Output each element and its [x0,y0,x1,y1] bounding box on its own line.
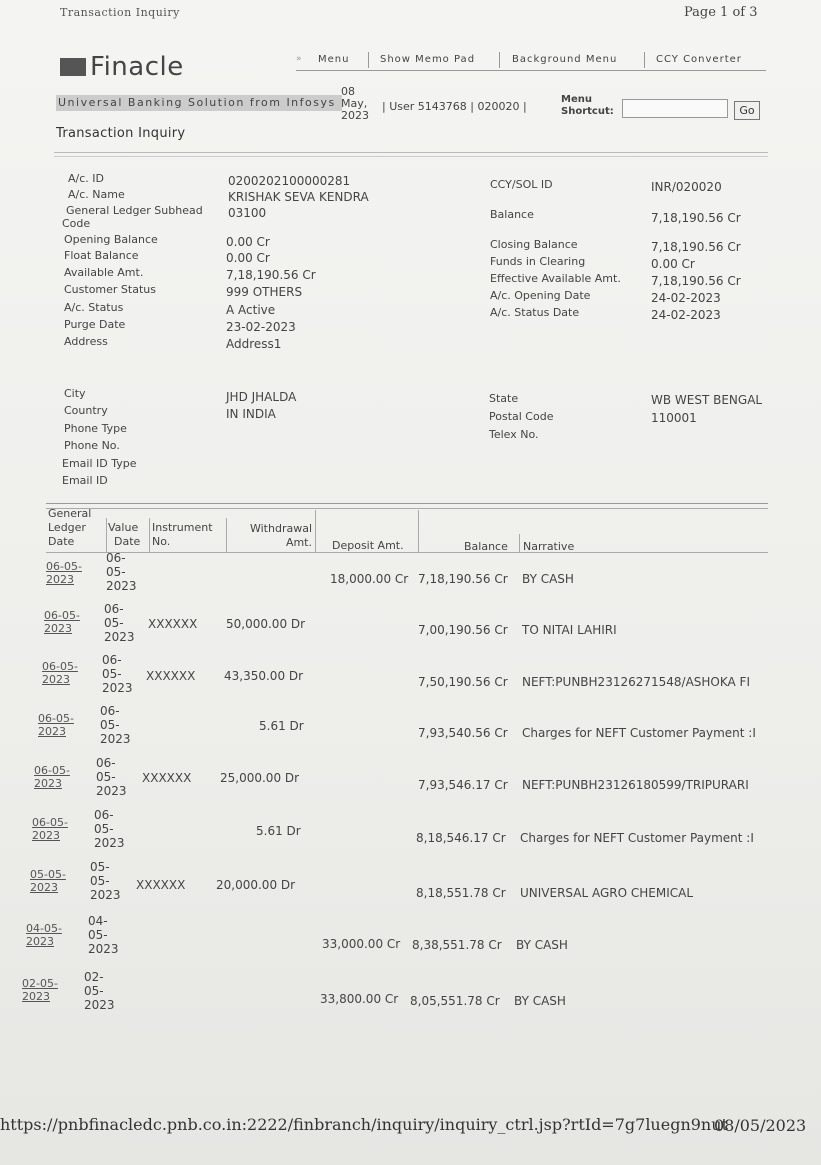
narrative: Charges for NEFT Customer Payment :I [520,831,754,845]
gl-subhead-label-line2: Code [62,217,91,230]
phone-no-label: Phone No. [64,439,120,452]
col-value-date-line2: Date [114,535,141,548]
menu-divider [644,52,645,68]
address-label: Address [64,335,108,348]
col-value-date-line1: Value [108,521,139,534]
withdrawal-amt: 25,000.00 Dr [220,771,300,785]
status-date-label: A/c. Status Date [490,306,580,319]
show-memo-pad-link[interactable]: Show Memo Pad [380,54,476,65]
gl-date-link[interactable]: 06-05- 2023 [32,816,68,842]
customer-status-label: Customer Status [64,283,156,296]
available-amt-value: 7,18,190.56 Cr [226,268,316,282]
menu-arrow-icon: » [296,54,303,64]
gl-date-link[interactable]: 06-05- 2023 [38,712,74,738]
instrument-no: XXXXXX [136,878,186,892]
menu-shortcut-input[interactable] [622,99,728,118]
finacle-logo [60,52,184,82]
effective-available-value: 7,18,190.56 Cr [651,274,741,288]
narrative: BY CASH [514,994,566,1008]
background-menu-link[interactable]: Background Menu [512,54,618,65]
withdrawal-amt: 20,000.00 Dr [216,878,296,892]
country-label: Country [64,404,108,417]
value-date: 06- 05- 2023 [100,704,131,746]
page-title: Transaction Inquiry [56,126,186,141]
value-date: 06- 05- 2023 [96,756,127,798]
email-id-label: Email ID [62,474,108,487]
top-menu-bar [296,50,766,71]
gl-date-link[interactable]: 06-05- 2023 [42,660,78,686]
purge-date-label: Purge Date [64,318,126,331]
city-value: JHD JHALDA [226,390,297,404]
date-month: May, [341,97,368,110]
value-date: 04- 05- 2023 [88,914,119,956]
col-instrument [152,521,213,549]
gl-date-link[interactable]: 06-05- 2023 [46,560,82,586]
phone-type-label: Phone Type [64,422,127,435]
opening-date-value: 24-02-2023 [651,291,721,305]
col-withdrawal-line2: Amt. [285,536,312,549]
col-separator [149,518,150,552]
instrument-no: XXXXXX [142,771,192,785]
gl-date-link[interactable]: 06-05- 2023 [34,764,70,790]
balance-amt: 7,93,540.56 Cr [418,726,508,740]
col-separator [519,534,520,552]
col-separator [315,510,316,552]
balance-amt: 7,93,546.17 Cr [418,778,508,792]
logo-text: Finacle [90,52,184,82]
acct-status-value: A Active [226,303,276,317]
acct-status-label: A/c. Status [64,301,124,314]
logo-mark-icon [60,58,86,76]
purge-date-value: 23-02-2023 [226,320,296,334]
divider [54,152,768,153]
acct-name-value: KRISHAK SEVA KENDRA [228,190,369,204]
col-gl-date-line1: General [48,507,92,520]
go-button[interactable]: Go [734,101,760,120]
address-value: Address1 [226,337,282,351]
gl-subhead-value: 03100 [228,206,267,220]
col-deposit: Deposit Amt. [332,539,404,552]
effective-available-label: Effective Available Amt. [490,272,621,285]
menu-shortcut-label [561,94,614,118]
ccy-converter-link[interactable]: CCY Converter [656,54,742,65]
col-gl-date-line2: Ledger [48,521,86,534]
narrative: Charges for NEFT Customer Payment :I [522,726,756,740]
withdrawal-amt: 43,350.00 Dr [224,669,304,683]
state-label: State [489,392,519,405]
deposit-amt: 18,000.00 Cr [330,572,409,586]
email-id-type-label: Email ID Type [62,457,137,470]
customer-status-value: 999 OTHERS [226,285,303,299]
available-amt-label: Available Amt. [64,266,144,279]
menu-divider [499,52,500,68]
col-narrative: Narrative [523,540,575,553]
table-header-border [46,552,768,553]
closing-balance-label: Closing Balance [490,238,578,251]
gl-date-link[interactable]: 04-05- 2023 [26,922,62,948]
funds-in-clearing-label: Funds in Clearing [490,255,586,268]
col-withdrawal [240,522,312,550]
narrative: BY CASH [516,938,568,952]
col-separator [106,518,107,552]
col-gl-date-line3: Date [48,535,75,548]
menu-link[interactable]: Menu [318,54,350,65]
city-label: City [64,387,86,400]
divider [54,156,768,157]
col-balance: Balance [464,540,508,553]
postal-code-label: Postal Code [489,410,554,423]
balance-amt: 8,18,551.78 Cr [416,886,506,900]
gl-date-link[interactable]: 02-05- 2023 [22,977,58,1003]
closing-balance-value: 7,18,190.56 Cr [651,240,741,254]
telex-label: Telex No. [489,428,539,441]
gl-subhead-label: General Ledger Subhead [66,204,203,217]
date-year: 2023 [341,109,369,122]
user-info: | User 5143768 | 020020 | [382,100,527,113]
col-instrument-line1: Instrument [152,521,213,534]
print-header-title: Transaction Inquiry [60,6,180,19]
value-date: 06- 05- 2023 [104,602,135,644]
col-value-date [108,521,140,549]
value-date: 02- 05- 2023 [84,970,115,1012]
col-separator [418,510,419,552]
acct-name-label: A/c. Name [68,188,125,201]
balance-amt: 7,18,190.56 Cr [418,572,508,586]
ccy-sol-label: CCY/SOL ID [490,178,553,191]
narrative: BY CASH [522,572,574,586]
date-day: 08 [341,85,355,98]
opening-balance-value: 0.00 Cr [226,235,270,249]
menu-shortcut-line2: Shortcut: [561,106,614,117]
opening-date-label: A/c. Opening Date [490,289,591,302]
balance-amt: 8,18,546.17 Cr [416,831,506,845]
postal-code-value: 110001 [651,411,697,425]
menu-shortcut-line1: Menu [561,94,592,105]
balance-amt: 7,50,190.56 Cr [418,675,508,689]
narrative: TO NITAI LAHIRI [522,623,617,637]
narrative: NEFT:PUNBH23126271548/ASHOKA FI [522,675,750,689]
col-separator [226,518,227,552]
table-top-border [46,508,768,509]
table-top-border [46,503,768,504]
balance-amt: 7,00,190.56 Cr [418,623,508,637]
funds-in-clearing-value: 0.00 Cr [651,257,695,271]
acct-id-label: A/c. ID [68,172,104,185]
balance-value: 7,18,190.56 Cr [651,211,741,225]
narrative: UNIVERSAL AGRO CHEMICAL [520,886,694,900]
col-withdrawal-line1: Withdrawal [249,522,312,535]
balance-amt: 8,38,551.78 Cr [412,938,502,952]
value-date: 05- 05- 2023 [90,860,121,902]
deposit-amt: 33,000.00 Cr [322,937,401,951]
value-date: 06- 05- 2023 [94,808,125,850]
page-indicator: Page 1 of 3 [684,5,758,20]
withdrawal-amt: 50,000.00 Dr [226,617,306,631]
col-gl-date [48,507,91,549]
balance-label: Balance [490,208,534,221]
narrative: NEFT:PUNBH23126180599/TRIPURARI [522,778,749,792]
float-balance-label: Float Balance [64,249,139,262]
balance-amt: 8,05,551.78 Cr [410,994,500,1008]
country-value: IN INDIA [226,407,276,421]
gl-date-link[interactable]: 05-05- 2023 [30,868,66,894]
withdrawal-amt: 5.61 Dr [256,824,301,838]
ccy-sol-value: INR/020020 [651,180,722,194]
opening-balance-label: Opening Balance [64,233,158,246]
float-balance-value: 0.00 Cr [226,251,270,265]
print-footer-date: 08/05/2023 [714,1116,807,1135]
deposit-amt: 33,800.00 Cr [320,992,399,1006]
menu-divider [368,52,369,68]
gl-date-link[interactable]: 06-05- 2023 [44,609,80,635]
value-date: 06- 05- 2023 [102,653,133,695]
col-instrument-line2: No. [152,535,171,548]
session-date [341,86,369,122]
instrument-no: XXXXXX [148,617,198,631]
product-bar: Universal Banking Solution from Infosys [56,95,342,111]
print-footer-url: https://pnbfinacledc.pnb.co.in:2222/finbranch/inquiry/inquiry_ctrl.jsp?rtId=7g7luegn9nut [0,1115,728,1134]
status-date-value: 24-02-2023 [651,308,721,322]
state-value: WB WEST BENGAL [651,393,763,407]
acct-id-value: 0200202100000281 [228,174,351,188]
withdrawal-amt: 5.61 Dr [259,719,304,733]
value-date: 06- 05- 2023 [106,551,137,593]
instrument-no: XXXXXX [146,669,196,683]
